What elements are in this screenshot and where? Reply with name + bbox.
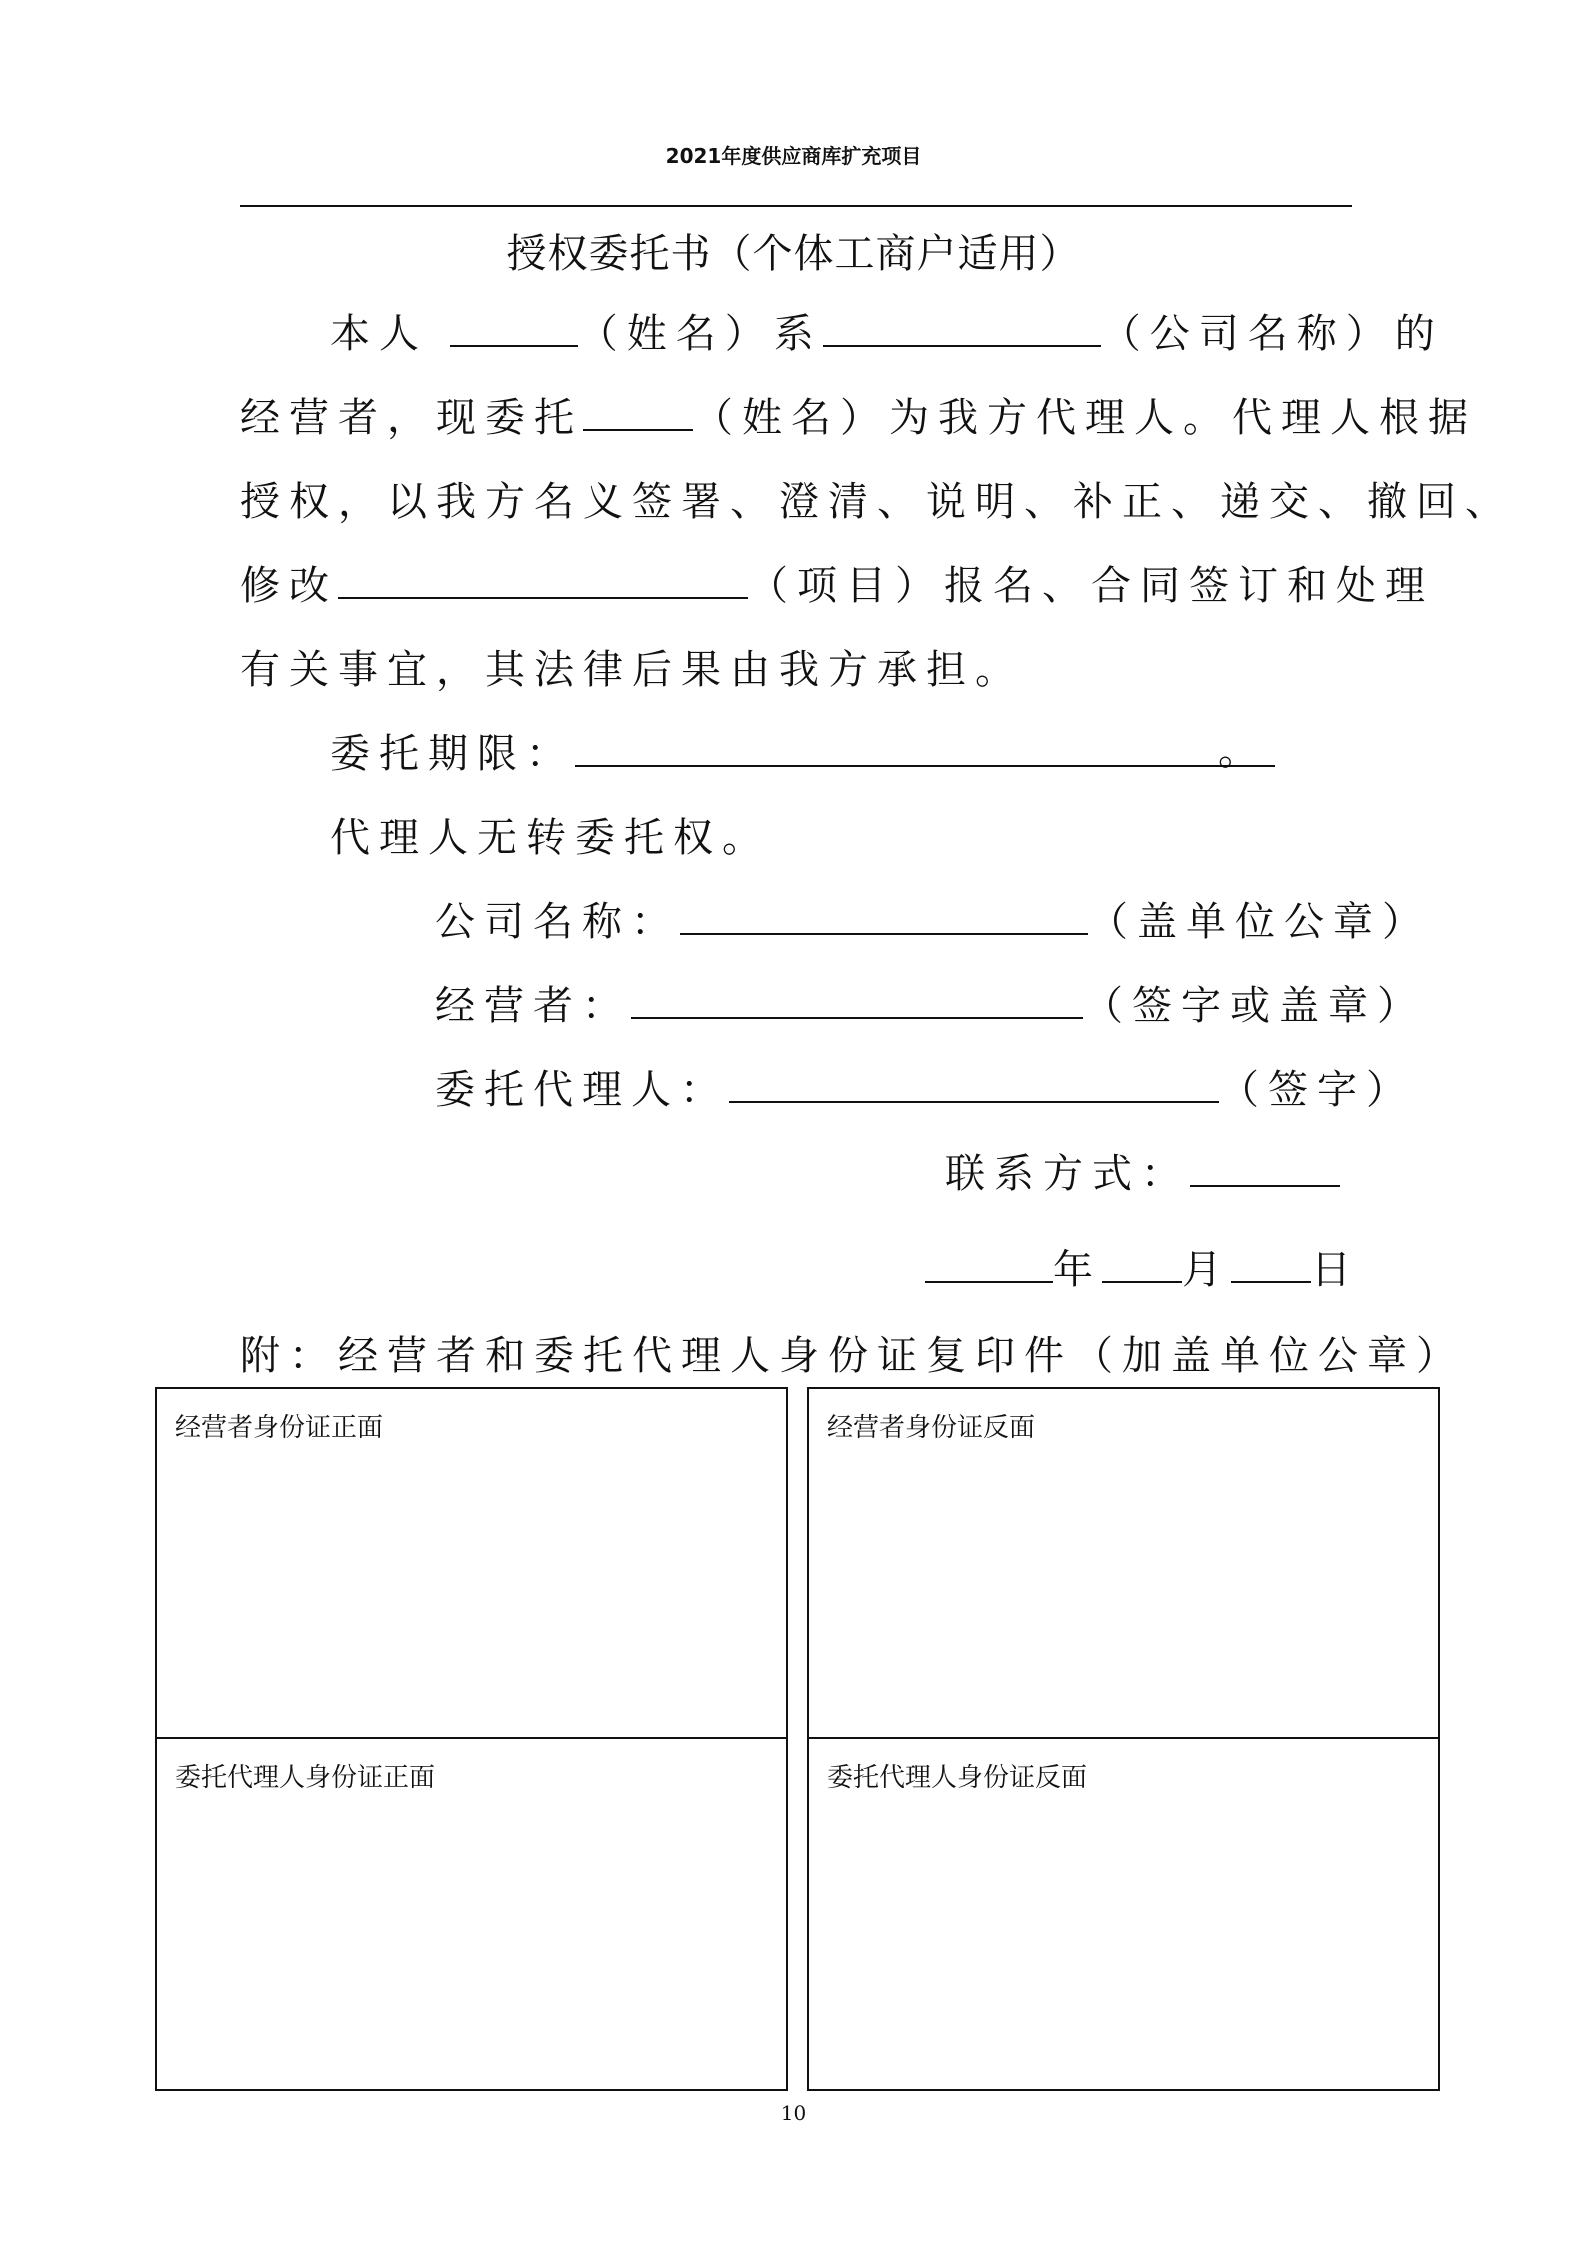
blank-day[interactable] xyxy=(1231,1251,1311,1283)
blank-company-name[interactable] xyxy=(823,315,1101,347)
operator-signature-line xyxy=(435,983,1426,1029)
blank-principal-name[interactable] xyxy=(450,315,578,347)
term-label: 委托期限： xyxy=(330,731,575,777)
text-agent-role: （姓名）为我方代理人。代理人根据 xyxy=(693,395,1477,441)
attachment-note: 附：经营者和委托代理人身份证复印件（加盖单位公章） xyxy=(240,1333,1465,1379)
text-operator-entrust: 经营者，现委托 xyxy=(240,395,583,441)
blank-agent-signature[interactable] xyxy=(729,1071,1219,1103)
blank-company-seal[interactable] xyxy=(680,903,1088,935)
date-day-label: 日 xyxy=(1311,1247,1360,1293)
company-signature-line xyxy=(435,899,1431,945)
id-box-operator-back[interactable] xyxy=(807,1387,1440,1739)
paragraph-line-4 xyxy=(240,563,1434,609)
agent-signature-line xyxy=(435,1067,1415,1113)
text-modify: 修改 xyxy=(240,563,338,609)
operator-label: 经营者： xyxy=(435,983,631,1029)
contact-line xyxy=(945,1151,1340,1197)
company-suffix: （盖单位公章） xyxy=(1088,899,1431,945)
text-name-xi: （姓名）系 xyxy=(577,311,823,357)
blank-project-name[interactable] xyxy=(338,567,748,599)
date-month-label: 月 xyxy=(1182,1247,1231,1293)
blank-month[interactable] xyxy=(1102,1251,1182,1283)
contact-label: 联系方式： xyxy=(945,1151,1190,1197)
term-period: 。 xyxy=(1218,728,1267,774)
blank-contact[interactable] xyxy=(1190,1155,1340,1187)
term-line xyxy=(330,728,1275,777)
header-divider xyxy=(240,205,1352,207)
blank-year[interactable] xyxy=(925,1251,1053,1283)
date-year-label: 年 xyxy=(1053,1247,1102,1293)
page-header: 2021年度供应商库扩充项目 xyxy=(665,144,922,168)
company-label: 公司名称： xyxy=(435,899,680,945)
id-box-label: 委托代理人身份证正面 xyxy=(175,1763,436,1793)
document-title: 授权委托书（个体工商户适用） xyxy=(506,231,1081,277)
agent-suffix: （签字） xyxy=(1219,1067,1415,1113)
paragraph-line-2 xyxy=(240,395,1477,441)
id-box-label: 经营者身份证正面 xyxy=(175,1413,384,1443)
paragraph-line-5: 有关事宜，其法律后果由我方承担。 xyxy=(240,647,1024,693)
text-company-de: （公司名称）的 xyxy=(1100,311,1444,357)
id-box-label: 委托代理人身份证反面 xyxy=(827,1763,1088,1793)
paragraph-line-3: 授权，以我方名义签署、澄清、说明、补正、递交、撤回、 xyxy=(240,479,1514,525)
id-box-agent-back[interactable] xyxy=(807,1737,1440,2091)
id-box-label: 经营者身份证反面 xyxy=(827,1413,1036,1443)
blank-agent-name[interactable] xyxy=(583,399,693,431)
operator-suffix: （签字或盖章） xyxy=(1083,983,1426,1029)
id-box-agent-front[interactable] xyxy=(155,1737,788,2091)
text-benren: 本人 xyxy=(330,311,428,357)
agent-label: 委托代理人： xyxy=(435,1067,729,1113)
blank-operator-signature[interactable] xyxy=(631,987,1083,1019)
no-subdelegation: 代理人无转委托权。 xyxy=(330,815,771,861)
page-number: 10 xyxy=(780,2101,807,2125)
date-line xyxy=(925,1247,1360,1293)
paragraph-line-1 xyxy=(330,311,1444,357)
text-project-suffix: （项目）报名、合同签订和处理 xyxy=(748,563,1434,609)
id-box-operator-front[interactable] xyxy=(155,1387,788,1739)
blank-term[interactable] xyxy=(575,728,1275,774)
